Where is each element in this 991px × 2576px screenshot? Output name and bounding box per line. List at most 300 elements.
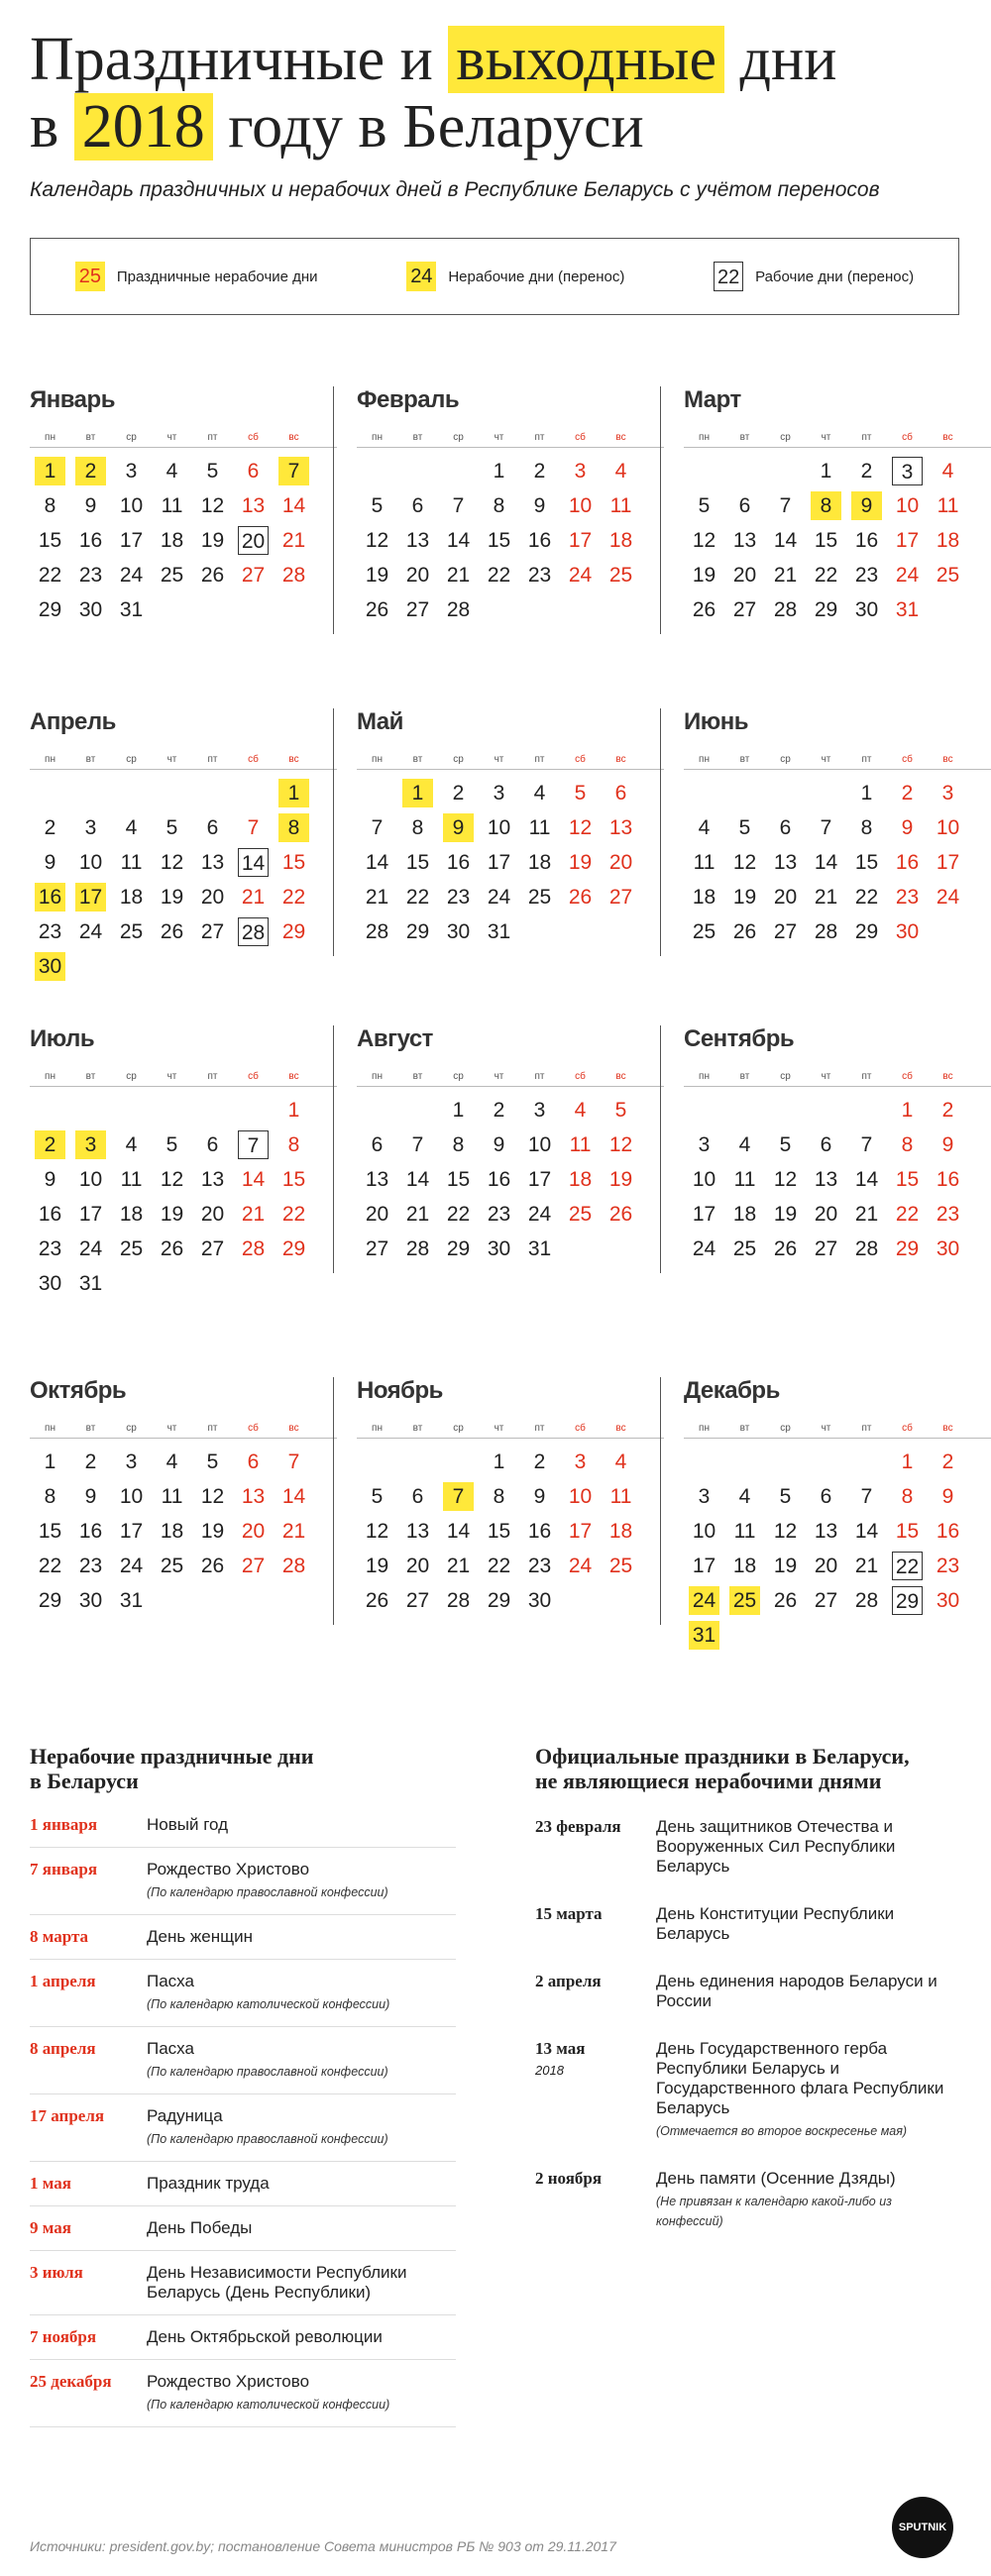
nonworking-title: Нерабочие праздничные дни в Беларуси [30,1744,314,1793]
day-cell [111,1479,152,1514]
title-part: году в Беларуси [212,93,644,161]
day-cell [30,1479,70,1514]
day-number: 17 [692,1203,716,1226]
weekday-label: сб [902,1423,913,1434]
day-cell [887,1479,928,1514]
day-cell [30,488,70,523]
day-number: 26 [692,598,716,621]
day-number: 18 [119,886,144,909]
day-cell [765,1549,806,1583]
day-number: 8 [44,494,56,517]
day-cell [806,1197,846,1232]
holiday-name-text: Радуница [147,2106,223,2125]
day-cell [70,914,111,949]
day-number: 21 [365,886,389,909]
day-cell [479,1479,519,1514]
day-number: 6 [411,1485,424,1508]
day-number: 15 [405,851,430,874]
weekday-label: чт [166,1071,177,1082]
day-grid [30,1445,337,1618]
day-number: 4 [125,816,138,839]
day-cell [233,1479,274,1514]
day-number: 6 [614,782,627,805]
day-number: 13 [608,816,633,839]
day-number: 2 [84,1450,97,1473]
empty-cell [684,776,724,810]
holiday-date-text: 8 апреля [30,2039,96,2058]
day-cell [684,592,724,627]
day-number: 31 [487,920,511,943]
weekday-label: вт [412,432,423,443]
holiday-row [30,2251,456,2315]
day-cell [724,845,765,880]
day-cell [560,776,601,810]
day-cell [928,1445,968,1479]
day-cell [601,1197,641,1232]
day-number: 22 [895,1203,920,1226]
day-cell [192,880,233,914]
legend-label: Рабочие дни (перенос) [755,268,915,285]
weekday-label: пт [861,1071,872,1082]
day-cell [233,1445,274,1479]
month-6 [684,708,991,949]
weekday-label: чт [166,432,177,443]
day-cell [846,1583,887,1618]
holiday-name [656,2039,961,2141]
day-cell [479,1162,519,1197]
day-number: 26 [773,1589,798,1612]
day-number: 14 [281,1485,306,1508]
day-number: 17 [119,1520,144,1543]
holiday-date-text: 7 ноября [30,2327,97,2346]
day-number: 21 [814,886,838,909]
day-number: 11 [161,494,183,517]
day-number: 29 [38,1589,62,1612]
day-cell [357,1162,397,1197]
day-number: 2 [901,782,914,805]
day-number: 9 [44,1168,56,1191]
day-cell [357,1583,397,1618]
holiday-name [656,1817,961,1877]
day-cell [806,1549,846,1583]
day-number: 14 [365,851,389,874]
holiday-date [30,2218,147,2238]
day-number: 1 [44,1450,56,1473]
day-cell [152,1127,192,1162]
day-number: 11 [733,1520,756,1543]
day-cell [192,1514,233,1549]
day-cell [684,845,724,880]
day-cell [192,1549,233,1583]
day-cell [479,558,519,592]
legend-nonworking [406,262,624,291]
day-cell [479,1445,519,1479]
weekday-label: сб [575,1423,586,1434]
day-cell [274,1514,314,1549]
weekday-label: сб [902,432,913,443]
weekday-label: ср [126,432,137,443]
day-cell [519,776,560,810]
day-cell [928,1549,968,1583]
day-cell [806,810,846,845]
day-cell [806,1127,846,1162]
day-number: 14 [446,529,471,552]
day-number: 1 [901,1450,914,1473]
day-number: 28 [854,1589,879,1612]
day-cell [357,488,397,523]
day-number: 23 [38,1237,62,1260]
day-cell [887,1445,928,1479]
weekday-label: пн [45,432,55,443]
day-number: 11 [609,494,632,517]
day-cell [192,914,233,949]
day-number: 3 [892,457,923,485]
day-number: 28 [365,920,389,943]
day-number: 21 [281,1520,306,1543]
weekday-header [357,754,664,770]
day-cell [30,523,70,558]
day-number: 5 [371,1485,384,1508]
day-number: 24 [119,564,144,587]
day-number: 25 [160,1555,184,1577]
holiday-row [30,1803,456,1848]
day-number: 19 [200,1520,225,1543]
day-number: 30 [527,1589,552,1612]
day-cell [684,1618,724,1653]
column-divider [333,1025,334,1273]
day-number: 7 [452,494,465,517]
weekday-header [357,1423,664,1439]
day-cell [806,1514,846,1549]
day-number: 23 [78,1555,103,1577]
day-cell [846,1197,887,1232]
day-number: 3 [84,816,97,839]
day-number: 12 [160,1168,184,1191]
day-number: 4 [941,460,954,483]
day-number: 25 [692,920,716,943]
day-cell [765,1583,806,1618]
day-number: 1 [287,1099,300,1122]
day-number: 23 [38,920,62,943]
empty-cell [357,1445,397,1479]
day-cell [192,1197,233,1232]
month-name: Май [357,708,403,735]
holiday-year: 2018 [535,2063,564,2078]
weekday-label: вс [942,754,953,765]
day-cell [111,1514,152,1549]
day-cell [887,1549,928,1583]
holiday-date-text: 25 декабря [30,2372,112,2391]
day-number: 19 [773,1203,798,1226]
day-number: 10 [487,816,511,839]
day-number: 21 [854,1555,879,1577]
day-number: 1 [402,779,433,807]
day-number: 14 [814,851,838,874]
day-number: 18 [732,1203,757,1226]
day-cell [438,1197,479,1232]
day-cell [765,592,806,627]
day-number: 9 [84,494,97,517]
day-cell [30,810,70,845]
empty-cell [724,1445,765,1479]
day-cell [152,845,192,880]
day-cell [846,845,887,880]
day-number: 5 [371,494,384,517]
day-number: 4 [165,1450,178,1473]
day-cell [519,810,560,845]
legend-swatch-holiday: 25 [75,262,105,291]
weekday-label: ср [780,432,791,443]
day-number: 2 [452,782,465,805]
month-3 [684,386,991,627]
day-number: 6 [206,816,219,839]
weekday-label: ср [780,1423,791,1434]
day-number: 3 [698,1133,711,1156]
day-cell [233,454,274,488]
column-divider [333,386,334,634]
day-cell [887,1583,928,1618]
day-number: 22 [854,886,879,909]
day-cell [928,488,968,523]
day-number: 29 [281,920,306,943]
day-cell [724,880,765,914]
empty-cell [846,1445,887,1479]
holiday-name-text: Новый год [147,1815,229,1834]
day-cell [765,1232,806,1266]
day-number: 8 [493,494,505,517]
day-cell [30,845,70,880]
day-number: 19 [692,564,716,587]
day-number: 26 [365,598,389,621]
day-number: 14 [446,1520,471,1543]
legend-holiday [75,262,318,291]
day-number: 27 [200,920,225,943]
day-cell [479,914,519,949]
day-cell [70,1445,111,1479]
day-number: 7 [779,494,792,517]
day-cell [601,1479,641,1514]
day-cell [765,1479,806,1514]
day-number: 2 [35,1130,65,1159]
day-number: 26 [200,564,225,587]
day-cell [111,1127,152,1162]
weekday-label: чт [821,432,831,443]
day-cell [357,523,397,558]
weekday-label: пт [207,754,218,765]
day-number: 20 [365,1203,389,1226]
day-cell [192,558,233,592]
day-number: 5 [165,1133,178,1156]
day-number: 3 [574,1450,587,1473]
day-cell [846,810,887,845]
day-cell [560,1445,601,1479]
day-cell [152,558,192,592]
day-number: 12 [160,851,184,874]
day-number: 6 [779,816,792,839]
day-cell [684,810,724,845]
day-cell [765,523,806,558]
weekday-label: вс [288,1071,299,1082]
day-number: 14 [241,1168,266,1191]
month-9 [684,1025,991,1266]
day-number: 16 [936,1520,960,1543]
day-number: 28 [446,1589,471,1612]
empty-cell [765,1445,806,1479]
day-cell [152,1197,192,1232]
column-divider [660,1377,661,1625]
holiday-date-text: 17 апреля [30,2106,105,2125]
holiday-name-text: День Конституции Республики Беларусь [656,1904,895,1943]
day-cell [192,1479,233,1514]
day-cell [846,592,887,627]
empty-cell [765,776,806,810]
holiday-note: (Отмечается во второе воскресенье мая) [656,2124,908,2138]
day-cell [70,1162,111,1197]
day-number: 13 [241,494,266,517]
day-number: 26 [773,1237,798,1260]
weekday-label: пн [45,1423,55,1434]
month-5 [357,708,664,949]
day-cell [397,592,438,627]
day-number: 10 [692,1168,716,1191]
holiday-name [147,1815,456,1835]
empty-cell [765,454,806,488]
day-cell [111,454,152,488]
day-number: 31 [689,1621,719,1650]
day-number: 31 [78,1272,103,1295]
holiday-name-text: День Независимости Республики Беларусь (День Республики) [147,2263,407,2302]
day-number: 7 [371,816,384,839]
empty-cell [70,1093,111,1127]
day-cell [274,1479,314,1514]
day-number: 20 [200,1203,225,1226]
day-cell [152,523,192,558]
day-cell [30,592,70,627]
day-cell [479,810,519,845]
weekday-label: пн [45,754,55,765]
holiday-date [535,1817,656,1877]
weekday-label: ср [126,754,137,765]
day-number: 16 [936,1168,960,1191]
day-number: 27 [405,1589,430,1612]
day-number: 10 [568,494,593,517]
holiday-date [30,1972,147,2014]
day-number: 24 [78,920,103,943]
day-number: 13 [814,1520,838,1543]
day-cell [601,880,641,914]
day-number: 30 [936,1237,960,1260]
day-number: 23 [487,1203,511,1226]
month-name: Март [684,386,741,413]
day-number: 29 [446,1237,471,1260]
day-number: 24 [568,564,593,587]
weekday-label: сб [575,1071,586,1082]
day-cell [601,1549,641,1583]
day-number: 30 [38,1272,62,1295]
day-number: 24 [689,1586,719,1615]
day-cell [438,914,479,949]
weekday-label: чт [821,1071,831,1082]
day-cell [274,914,314,949]
day-cell [357,914,397,949]
day-cell [846,1232,887,1266]
day-cell [152,810,192,845]
holiday-name [147,2263,456,2303]
day-cell [70,488,111,523]
day-cell [765,845,806,880]
holiday-date [535,1904,656,1944]
day-cell [724,914,765,949]
day-cell [560,454,601,488]
day-cell [233,558,274,592]
day-number: 7 [411,1133,424,1156]
day-cell [765,558,806,592]
official-list [535,1803,961,2245]
day-cell [397,1127,438,1162]
day-number: 30 [895,920,920,943]
day-cell [846,1549,887,1583]
day-number: 10 [692,1520,716,1543]
day-number: 25 [568,1203,593,1226]
empty-cell [806,1093,846,1127]
day-cell [806,914,846,949]
day-cell [70,1266,111,1301]
holiday-date [535,1972,656,2011]
day-cell [30,1127,70,1162]
holiday-date-text: 2 ноября [535,2169,603,2188]
day-number: 6 [206,1133,219,1156]
day-number: 7 [247,816,260,839]
month-name: Июнь [684,708,748,735]
day-number: 7 [443,1482,474,1511]
weekday-label: сб [902,754,913,765]
day-number: 15 [895,1520,920,1543]
day-number: 4 [533,782,546,805]
day-cell [684,523,724,558]
day-cell [274,1127,314,1162]
day-cell [479,1549,519,1583]
day-number: 29 [895,1237,920,1260]
legend-swatch-nonworking: 24 [406,262,436,291]
weekday-label: пт [207,1071,218,1082]
empty-cell [397,1445,438,1479]
day-cell [70,1127,111,1162]
empty-cell [724,776,765,810]
holiday-note: (По календарю православной конфессии) [147,2132,388,2146]
day-number: 23 [936,1203,960,1226]
day-number: 25 [729,1586,760,1615]
holiday-name [147,1972,456,2014]
weekday-label: пн [699,754,710,765]
weekday-label: пт [534,1423,545,1434]
day-cell [560,1197,601,1232]
day-cell [806,880,846,914]
day-cell [560,1127,601,1162]
day-cell [438,1514,479,1549]
day-number: 12 [568,816,593,839]
weekday-label: ср [453,754,464,765]
day-cell [397,1479,438,1514]
day-number: 15 [895,1168,920,1191]
day-cell [397,914,438,949]
day-cell [601,1445,641,1479]
day-number: 29 [814,598,838,621]
day-cell [928,1583,968,1618]
day-cell [928,880,968,914]
weekday-label: ср [780,1071,791,1082]
nonworking-list [30,1803,456,2427]
day-number: 4 [165,460,178,483]
